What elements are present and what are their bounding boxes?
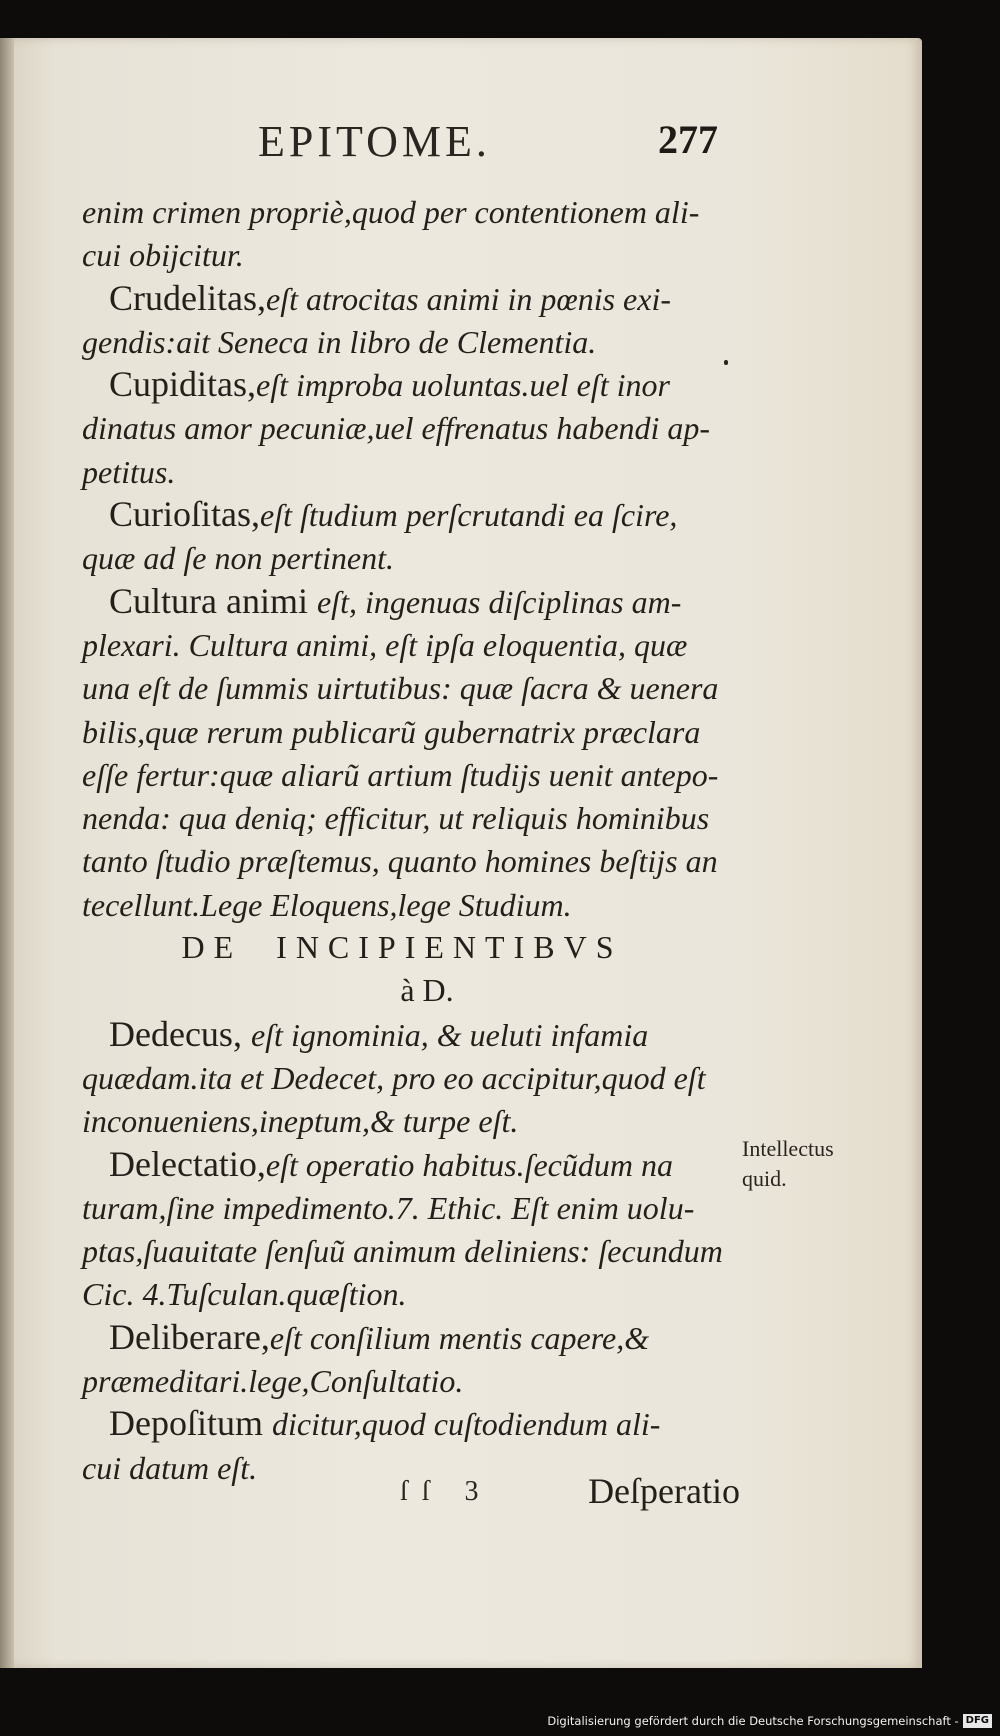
page-header (258, 116, 718, 176)
section-subheading: à D. (400, 972, 454, 1009)
text-line: eſſe fertur:quæ aliarũ artium ſtudijs uenit antepo‑ (82, 756, 719, 793)
entry-depositum: Depoſitum dicitur,quod cuſtodiendum ali‑ (82, 1403, 661, 1444)
text-line: cui datum eſt. (82, 1449, 258, 1486)
text-line: nenda: qua deniq; efficitur, ut reliquis hominibus (82, 800, 710, 837)
text-line: Cic. 4.Tuſculan.quæſtion. (82, 1276, 407, 1313)
credit-text: Digitalisierung gefördert durch die Deutsche Forschungsgemeinschaft - (547, 1714, 959, 1728)
text-line: ptas,ſuauitate ſenſuũ animum deliniens: ſecundum (82, 1233, 723, 1270)
section-heading: DE INCIPIENTIBVS (181, 929, 623, 966)
text-line: cui obijcitur. (82, 237, 244, 274)
running-head: EPITOME. (258, 117, 491, 166)
text-line: turam,ſine impedimento.7. Ethic. Eſt enim uolu‑ (82, 1189, 695, 1226)
margin-note-line: Intellectus (742, 1136, 834, 1161)
entry-delectatio: Delectatio,eſt operatio habitus.ſecũdum na (82, 1143, 673, 1184)
text-line: dinatus amor pecuniæ,uel effrenatus habendi ap‑ (82, 410, 711, 447)
entry-curiositas: Curioſitas,eſt ſtudium perſcrutandi ea ſcire, (82, 494, 678, 535)
text-line: plexari. Cultura animi, eſt ipſa eloquentia, quæ (82, 626, 688, 663)
text-line: enim crimen propriè,quod per contentionem ali‑ (82, 194, 700, 230)
text-line: quædam.ita et Dedecet, pro eo accipitur,quod eſt (82, 1059, 706, 1096)
page-gutter (0, 38, 14, 1668)
entry-cupiditas: Cupiditas,eſt improba uoluntas.uel eſt inor (82, 364, 670, 405)
body-text (82, 190, 722, 1489)
text-line: quæ ad ſe non pertinent. (82, 540, 394, 577)
entry-dedecus: Dedecus, eſt ignominia, & ueluti infamia (82, 1013, 649, 1054)
text-line: inconueniens,ineptum,& turpe eſt. (82, 1103, 519, 1140)
dfg-logo-icon: DFG (963, 1714, 992, 1728)
entry-cultura-animi: Cultura animi eſt, ingenuas diſciplinas am‑ (82, 580, 682, 621)
text-line: una eſt de ſummis uirtutibus: quæ ſacra & uenera (82, 670, 719, 707)
page-footer (400, 1470, 740, 1520)
text-line: tanto ſtudio præſtemus, quanto homines beſtijs an (82, 843, 718, 880)
digitization-credit (547, 1712, 992, 1730)
text-line: tecellunt.Lege Eloquens,lege Studium. (82, 886, 572, 923)
ink-dot (724, 360, 728, 365)
text-line: bilis,quæ rerum publicarũ gubernatrix præclara (82, 713, 701, 750)
margin-note-line: quid. (742, 1166, 787, 1191)
text-line: gendis:ait Seneca in libro de Clementia. (82, 323, 597, 360)
page-number: 277 (658, 117, 718, 162)
entry-deliberare: Deliberare,eſt conſilium mentis capere,& (82, 1316, 650, 1357)
text-line: petitus. (82, 453, 176, 490)
signature-mark: ſſ 3 (400, 1476, 493, 1507)
catchword: Deſperatio (588, 1471, 740, 1511)
margin-note (742, 1134, 882, 1194)
entry-crudelitas: Crudelitas,eſt atrocitas animi in pœnis exi‑ (82, 277, 671, 318)
text-line: præmeditari.lege,Conſultatio. (82, 1363, 464, 1400)
